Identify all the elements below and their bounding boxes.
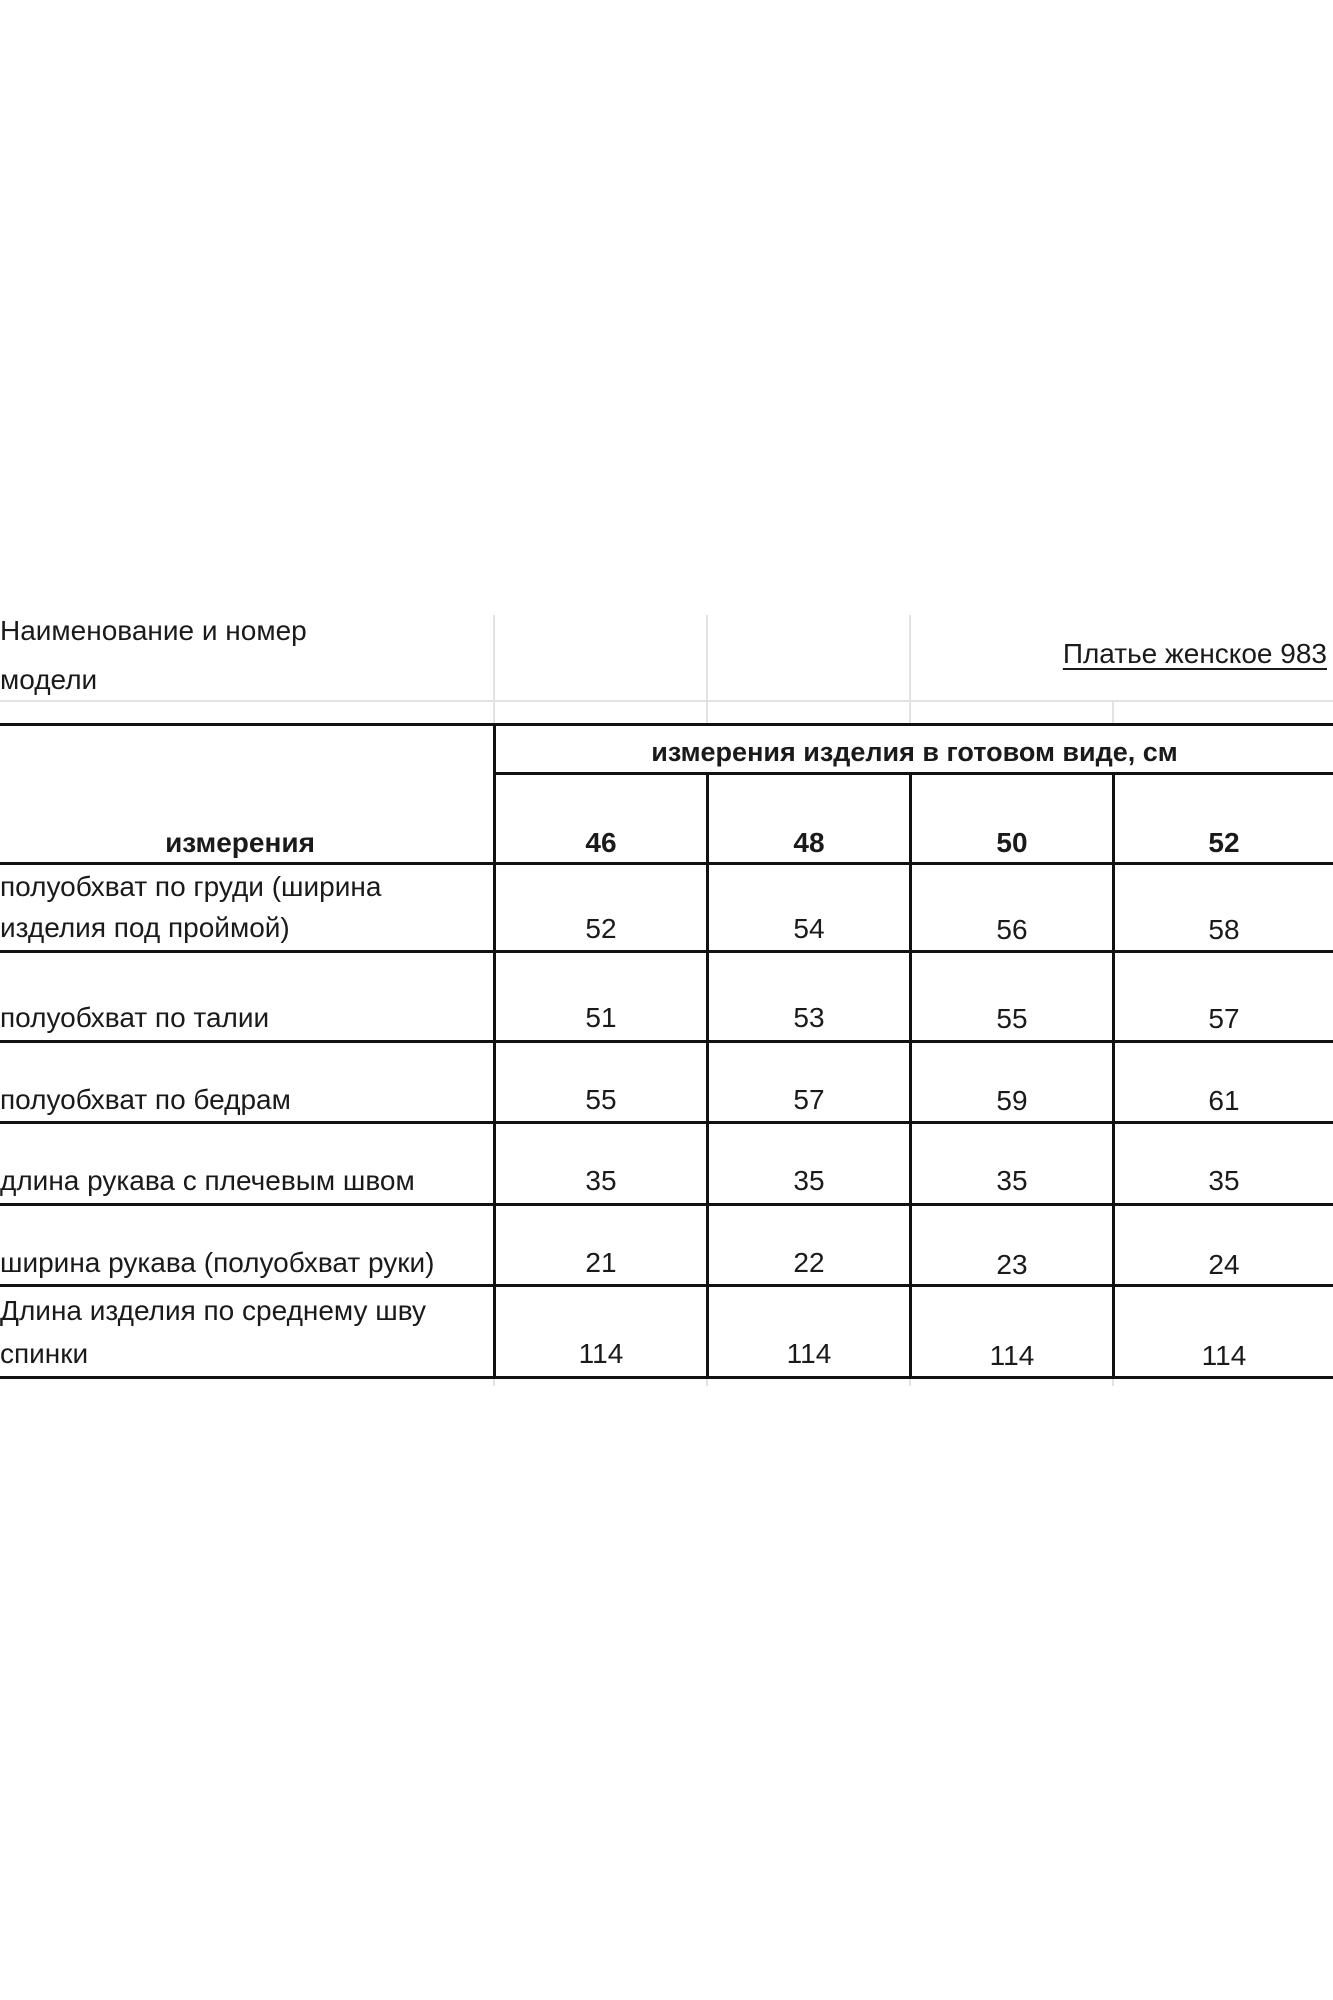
- table-cell: 114: [1201, 1340, 1247, 1371]
- table-cell: 52: [585, 913, 617, 944]
- row-divider: [0, 1284, 1333, 1287]
- table-cell: 57: [793, 1084, 825, 1115]
- size-header: 50: [996, 827, 1028, 858]
- table-cell: 35: [996, 1165, 1028, 1196]
- table-cell: 35: [793, 1165, 825, 1196]
- model-label-line2: модели: [0, 664, 98, 695]
- gridline: [0, 700, 1333, 702]
- table-cell: 55: [996, 1003, 1028, 1034]
- row-divider: [0, 1040, 1333, 1043]
- row-label: полуобхват по талии: [0, 1002, 270, 1033]
- row-header: измерения: [165, 827, 315, 858]
- row-label: изделия под проймой): [0, 912, 290, 943]
- column-divider: [1112, 772, 1115, 1379]
- table-cell: 56: [996, 914, 1028, 945]
- group-header-divider: [493, 772, 1333, 775]
- model-label-line1: Наименование и номер: [0, 615, 307, 646]
- gridline: [706, 1378, 708, 1386]
- column-divider: [493, 723, 496, 1379]
- table-cell: 55: [585, 1084, 617, 1115]
- table-cell: 23: [996, 1249, 1028, 1280]
- column-divider: [909, 772, 912, 1379]
- size-header: 46: [585, 827, 617, 858]
- table-cell: 35: [1208, 1165, 1240, 1196]
- row-divider: [0, 950, 1333, 953]
- table-cell: 53: [793, 1002, 825, 1033]
- table-cell: 21: [585, 1247, 617, 1278]
- table-top-border: [0, 723, 1333, 726]
- row-label: полуобхват по бедрам: [0, 1084, 291, 1115]
- table-cell: 61: [1208, 1085, 1240, 1116]
- table-cell: 51: [585, 1002, 617, 1033]
- gridline: [1112, 700, 1114, 725]
- table-cell: 114: [989, 1340, 1035, 1371]
- table-bottom-border: [0, 1376, 1333, 1379]
- gridline: [706, 615, 708, 725]
- group-header: измерения изделия в готовом виде, см: [651, 737, 1178, 767]
- gridline: [1112, 1378, 1114, 1386]
- table-cell: 57: [1208, 1003, 1240, 1034]
- size-header: 48: [793, 827, 825, 858]
- row-label: Длина изделия по среднему шву: [0, 1295, 427, 1326]
- row-divider: [0, 862, 1333, 865]
- gridline: [493, 615, 495, 725]
- table-cell: 114: [786, 1338, 832, 1369]
- gridline: [909, 1378, 911, 1386]
- table-cell: 54: [793, 913, 825, 944]
- model-name: Платье женское 983: [1062, 638, 1327, 669]
- table-cell: 35: [585, 1165, 617, 1196]
- gridline: [493, 1378, 495, 1386]
- table-cell: 114: [578, 1338, 624, 1369]
- row-label: полуобхват по груди (ширина: [0, 871, 382, 902]
- row-label: ширина рукава (полуобхват руки): [0, 1247, 435, 1278]
- column-divider: [706, 772, 709, 1379]
- table-cell: 24: [1208, 1249, 1240, 1280]
- size-header: 52: [1208, 827, 1240, 858]
- table-cell: 59: [996, 1085, 1028, 1116]
- gridline: [909, 615, 911, 725]
- row-divider: [0, 1121, 1333, 1124]
- table-cell: 22: [793, 1247, 825, 1278]
- row-divider: [0, 1203, 1333, 1206]
- row-label: спинки: [0, 1338, 89, 1369]
- row-label: длина рукава с плечевым швом: [0, 1165, 415, 1196]
- table-cell: 58: [1208, 914, 1240, 945]
